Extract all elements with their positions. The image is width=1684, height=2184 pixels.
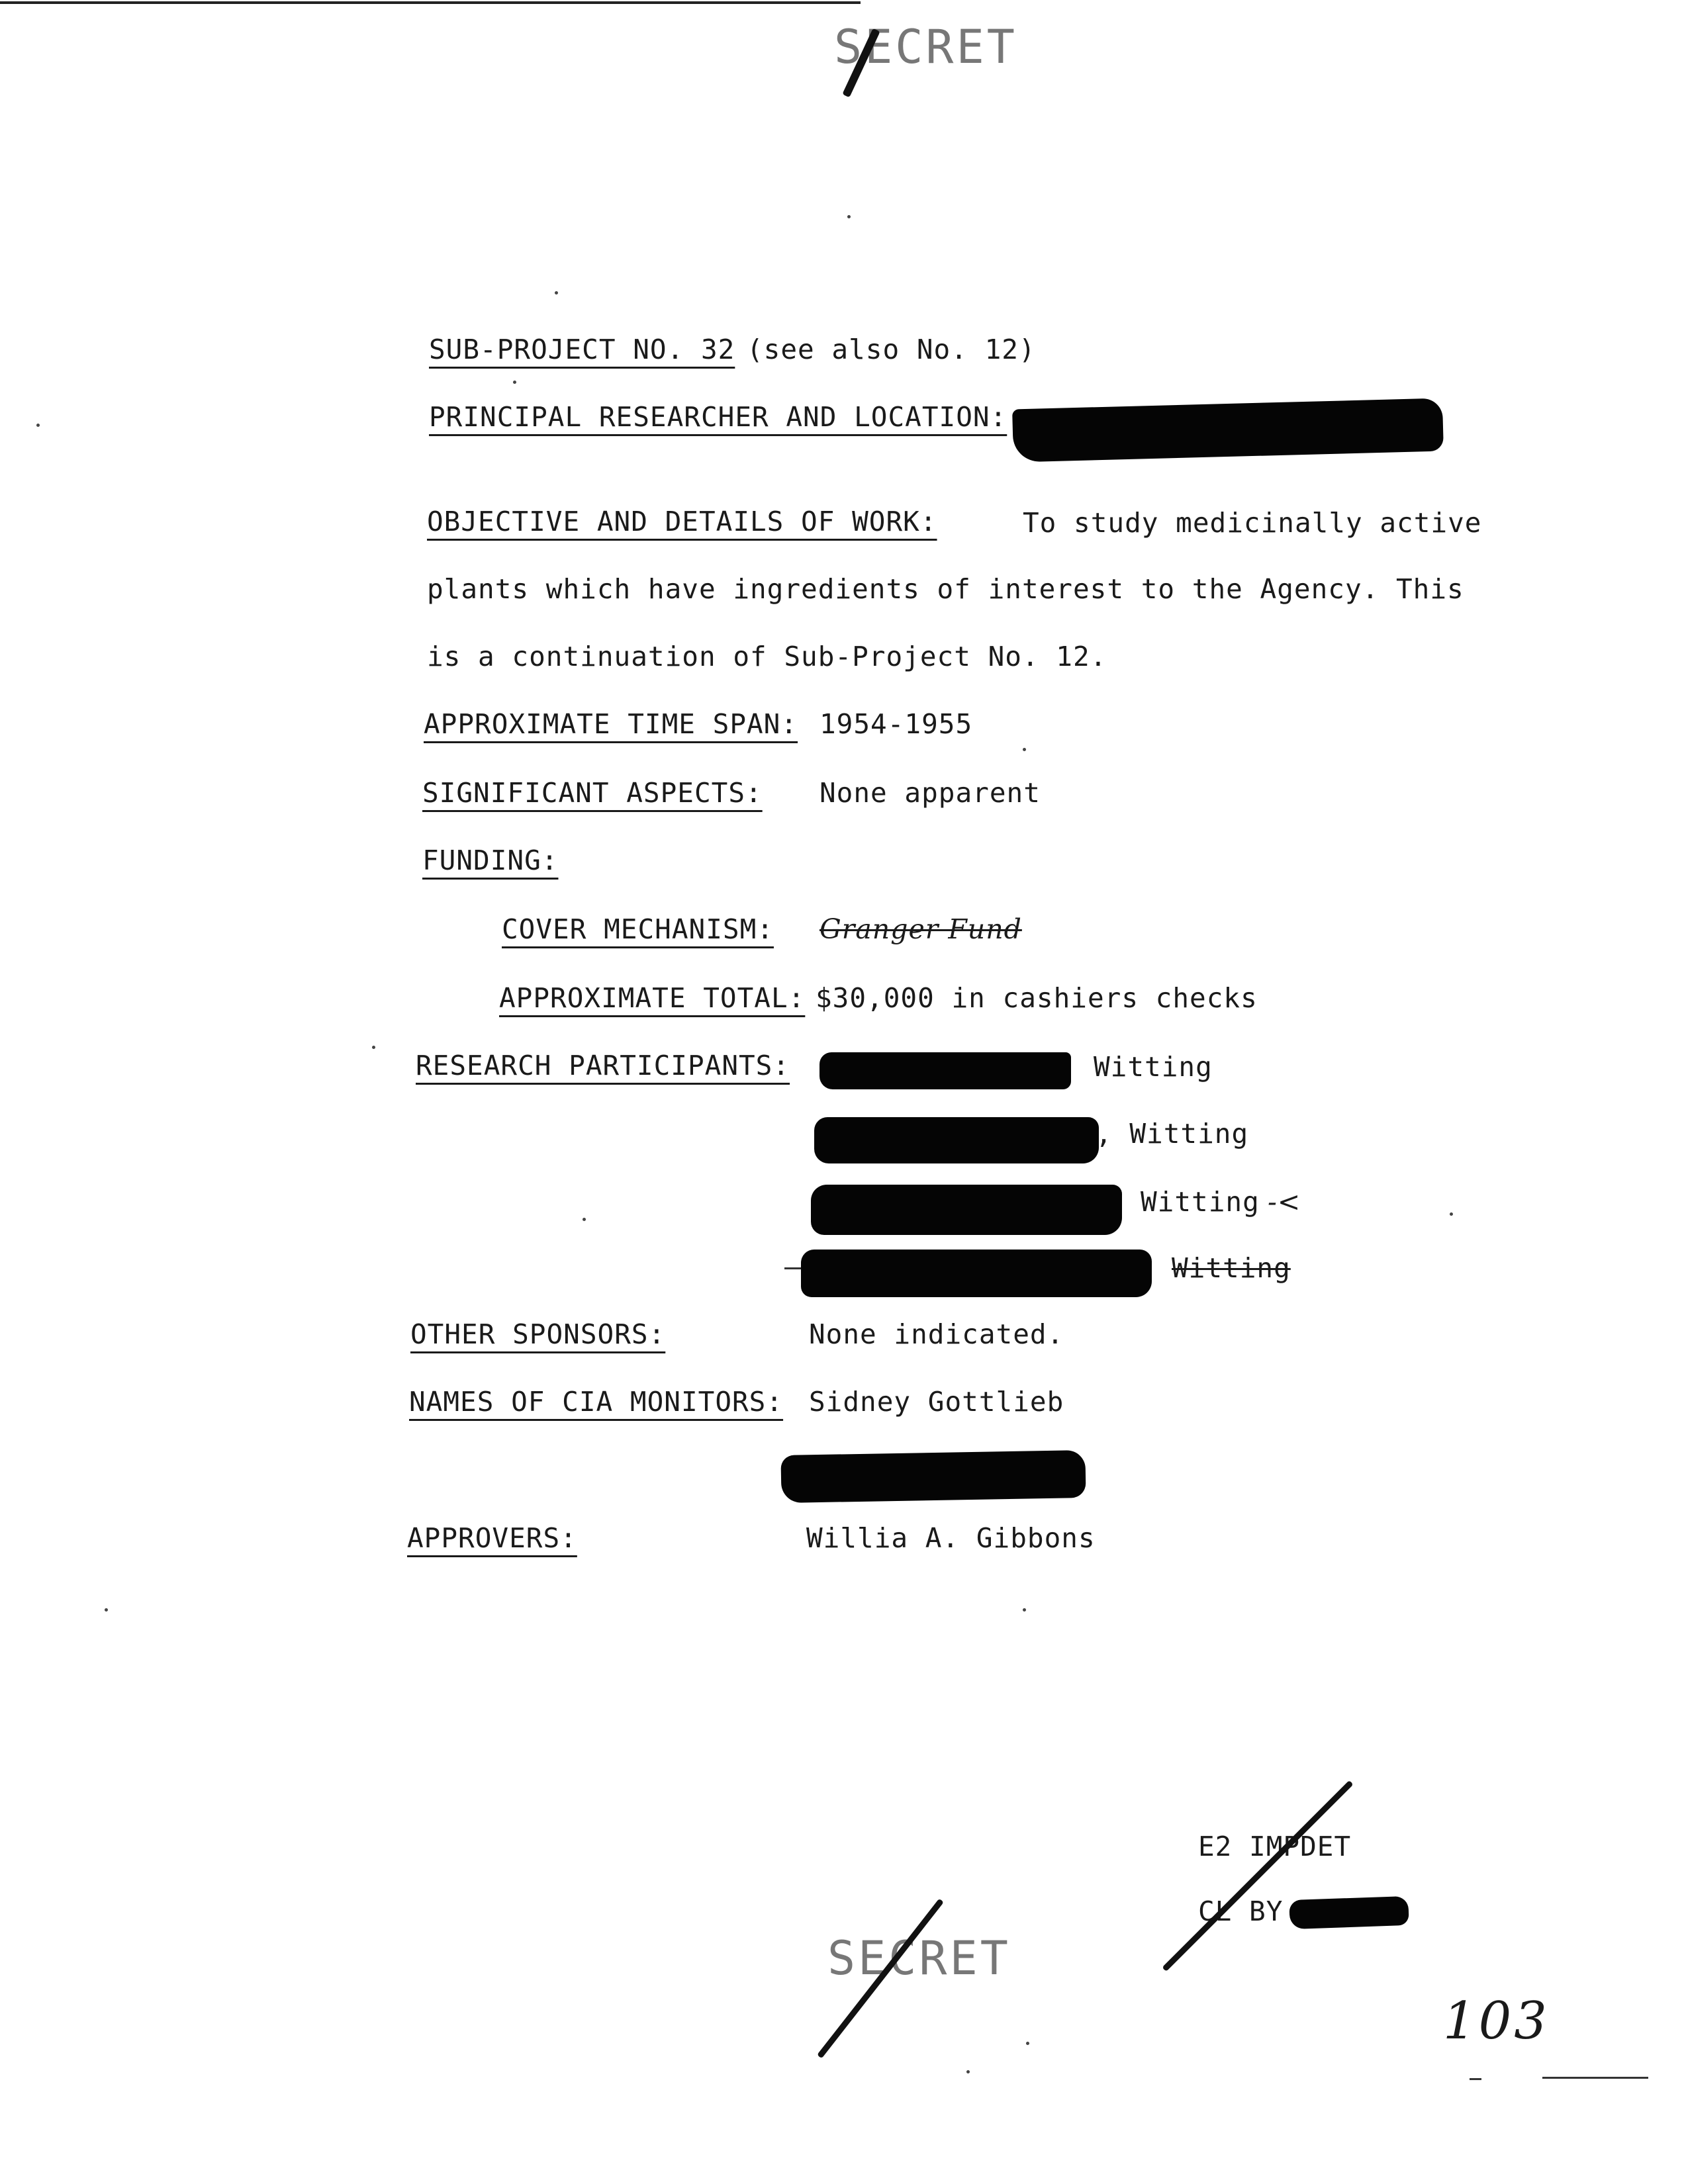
footer-dash-2 — [1470, 2078, 1481, 2080]
subproject-label: SUB-PROJECT NO. 32 — [429, 334, 735, 365]
redaction-participant-3 — [811, 1185, 1122, 1235]
scan-speck — [966, 2070, 970, 2073]
classification-line-2: CL BY — [1198, 1895, 1284, 1927]
classification-line-1: E2 IMPDET — [1198, 1831, 1352, 1862]
scan-speck — [105, 1608, 108, 1612]
scan-speck — [1026, 2042, 1029, 2045]
redaction-participant-4 — [801, 1250, 1152, 1297]
participant-3-status: Witting — [1141, 1186, 1260, 1218]
top-secret-stamp: SECRET — [834, 20, 1017, 74]
participant-2-status: , Witting — [1096, 1118, 1249, 1150]
principal-researcher-label: PRINCIPAL RESEARCHER AND LOCATION: — [429, 401, 1007, 433]
participant-1-status: Witting — [1094, 1051, 1213, 1083]
subproject-note: (see also No. 12) — [747, 334, 1036, 365]
objective-line-1: To study medicinally active — [1023, 507, 1482, 539]
scan-speck — [513, 381, 516, 384]
scan-speck — [555, 291, 558, 295]
redaction-classifier — [1289, 1896, 1409, 1929]
approvers-value: Willia A. Gibbons — [806, 1522, 1096, 1554]
redaction-participant-1 — [819, 1052, 1071, 1089]
time-span-value: 1954-1955 — [819, 708, 973, 740]
objective-line-3: is a continuation of Sub-Project No. 12. — [427, 641, 1107, 672]
scan-speck — [372, 1046, 375, 1049]
redaction-principal — [1012, 398, 1444, 463]
approvers-label: APPROVERS: — [407, 1522, 577, 1554]
scan-speck — [1023, 1608, 1026, 1612]
other-sponsors-label: OTHER SPONSORS: — [410, 1318, 666, 1350]
footer-dash-1 — [1542, 2077, 1648, 2079]
scan-speck — [583, 1218, 586, 1221]
participant-4-status: Witting — [1172, 1252, 1291, 1284]
approximate-total-value: $30,000 in cashiers checks — [816, 982, 1258, 1014]
scan-speck — [1023, 748, 1026, 751]
cia-monitors-label: NAMES OF CIA MONITORS: — [409, 1386, 784, 1418]
scan-speck — [847, 215, 851, 218]
funding-label: FUNDING: — [422, 844, 559, 876]
participant-3-mark: -< — [1268, 1186, 1301, 1218]
cover-mechanism-label: COVER MECHANISM: — [502, 913, 774, 945]
approximate-total-label: APPROXIMATE TOTAL: — [499, 982, 806, 1014]
redaction-participant-2 — [814, 1117, 1099, 1163]
significant-aspects-value: None apparent — [819, 777, 1041, 809]
cover-mechanism-value: Granger Fund — [819, 913, 1022, 945]
redaction-monitor-2 — [780, 1450, 1086, 1503]
other-sponsors-value: None indicated. — [809, 1318, 1064, 1350]
objective-line-2: plants which have ingredients of interest to the Agency. This — [427, 573, 1464, 605]
significant-aspects-label: SIGNIFICANT ASPECTS: — [422, 777, 763, 809]
scan-speck — [1450, 1212, 1453, 1216]
time-span-label: APPROXIMATE TIME SPAN: — [424, 708, 798, 740]
cia-monitors-value: Sidney Gottlieb — [809, 1386, 1064, 1418]
top-edge-line — [0, 1, 861, 4]
scan-speck — [36, 424, 40, 427]
bottom-secret-stamp: SECRET — [827, 1931, 1011, 1985]
objective-label: OBJECTIVE AND DETAILS OF WORK: — [427, 506, 937, 537]
page-number: 103 — [1443, 1991, 1550, 2051]
research-participants-label: RESEARCH PARTICIPANTS: — [416, 1050, 790, 1081]
classification-slash — [1162, 1780, 1353, 1972]
